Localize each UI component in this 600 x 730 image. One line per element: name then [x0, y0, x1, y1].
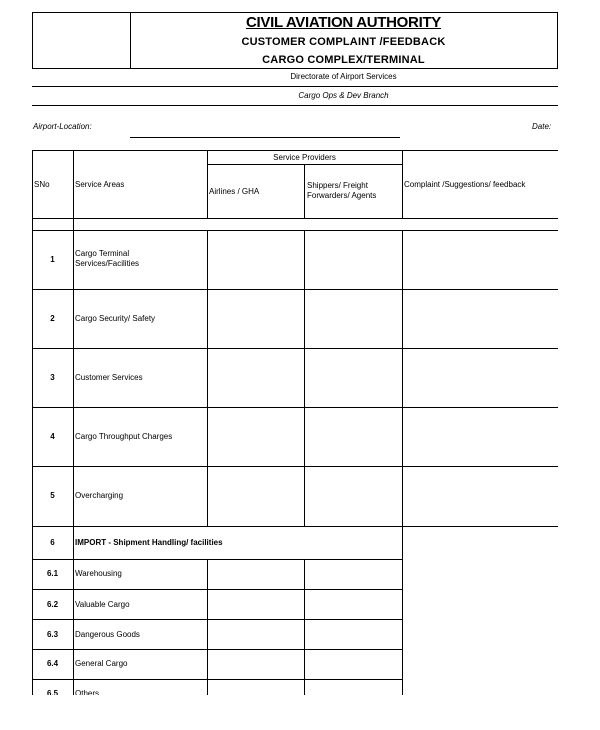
row-rule-62: [32, 619, 402, 620]
row-rule-1: [32, 289, 558, 290]
row-5-area: Overcharging: [75, 491, 124, 500]
row-6-sno: 6: [50, 538, 55, 547]
table-left-rule: [32, 150, 33, 695]
row-63-area: Dangerous Goods: [75, 630, 140, 639]
row-64-sno: 6.4: [46, 659, 59, 668]
sno-header: SNo: [34, 180, 50, 189]
row-rule-2: [32, 348, 558, 349]
row-65-sno: 6.5: [46, 689, 59, 695]
row-2-sno: 2: [50, 314, 55, 323]
areas-col-rule-head: [207, 150, 208, 218]
service-areas-header: Service Areas: [75, 180, 125, 189]
airport-location-label: Airport-Location:: [33, 122, 92, 131]
airport-location-field[interactable]: [130, 137, 400, 138]
header-left-rule: [32, 12, 33, 68]
shippers-col-rule: [402, 230, 403, 695]
row-65-area: Others: [75, 689, 100, 695]
row-rule-3: [32, 407, 558, 408]
row-rule-4: [32, 466, 558, 467]
form-subtitle-complaint: CUSTOMER COMPLAINT /FEEDBACK: [241, 36, 446, 48]
airlines-col-rule-a: [304, 230, 305, 526]
table-header-bottom-rule: [32, 218, 558, 219]
directorate-rule: [32, 86, 558, 87]
areas-col-rule-b: [207, 559, 208, 695]
row-63-sno: 6.3: [46, 630, 59, 639]
row-62-sno: 6.2: [46, 600, 59, 609]
row-rule-64: [32, 679, 402, 680]
branch-label: Cargo Ops & Dev Branch: [298, 91, 389, 100]
row-rule-6: [32, 559, 402, 560]
header-bottom-rule: [32, 68, 558, 69]
row-62-area: Valuable Cargo: [75, 600, 130, 609]
table-body-top-rule: [32, 230, 558, 231]
row-6-area: IMPORT - Shipment Handling/ facilities: [75, 538, 223, 547]
header-right-rule: [557, 12, 558, 68]
shippers-col-rule-head: [402, 150, 403, 218]
airlines-col-rule-head: [304, 164, 305, 218]
row-4-area: Cargo Throughput Charges: [75, 432, 173, 441]
row-3-area: Customer Services: [75, 373, 143, 382]
row-rule-5: [32, 526, 558, 527]
form-title: CIVIL AVIATION AUTHORITY: [245, 14, 442, 31]
airlines-header: Airlines / GHA: [209, 187, 260, 196]
sno-col-rule: [73, 150, 74, 695]
row-61-sno: 6.1: [46, 569, 59, 578]
form-subtitle-cargo: CARGO COMPLEX/TERMINAL: [262, 54, 425, 66]
row-rule-61: [32, 589, 402, 590]
service-providers-header: Service Providers: [273, 153, 336, 162]
row-3-sno: 3: [50, 373, 55, 382]
date-label: Date:: [532, 122, 552, 131]
directorate-label: Directorate of Airport Services: [290, 72, 397, 81]
row-1-sno: 1: [50, 255, 55, 264]
areas-col-rule-a: [207, 230, 208, 526]
row-4-sno: 4: [50, 432, 55, 441]
row-2-area: Cargo Security/ Safety: [75, 314, 156, 323]
shippers-header: Shippers/ Freight Forwarders/ Agents: [307, 181, 377, 200]
row-64-area: General Cargo: [75, 659, 128, 668]
header-top-rule: [32, 12, 558, 13]
row-rule-63: [32, 649, 402, 650]
row-61-area: Warehousing: [75, 569, 122, 578]
row-1-area: Cargo Terminal Services/Facilities: [75, 249, 140, 268]
row-5-sno: 5: [50, 491, 55, 500]
branch-rule: [32, 105, 558, 106]
complaint-header: Complaint /Suggestions/ feedback: [404, 180, 526, 189]
airlines-col-rule-b: [304, 559, 305, 695]
table-top-rule: [32, 150, 558, 151]
